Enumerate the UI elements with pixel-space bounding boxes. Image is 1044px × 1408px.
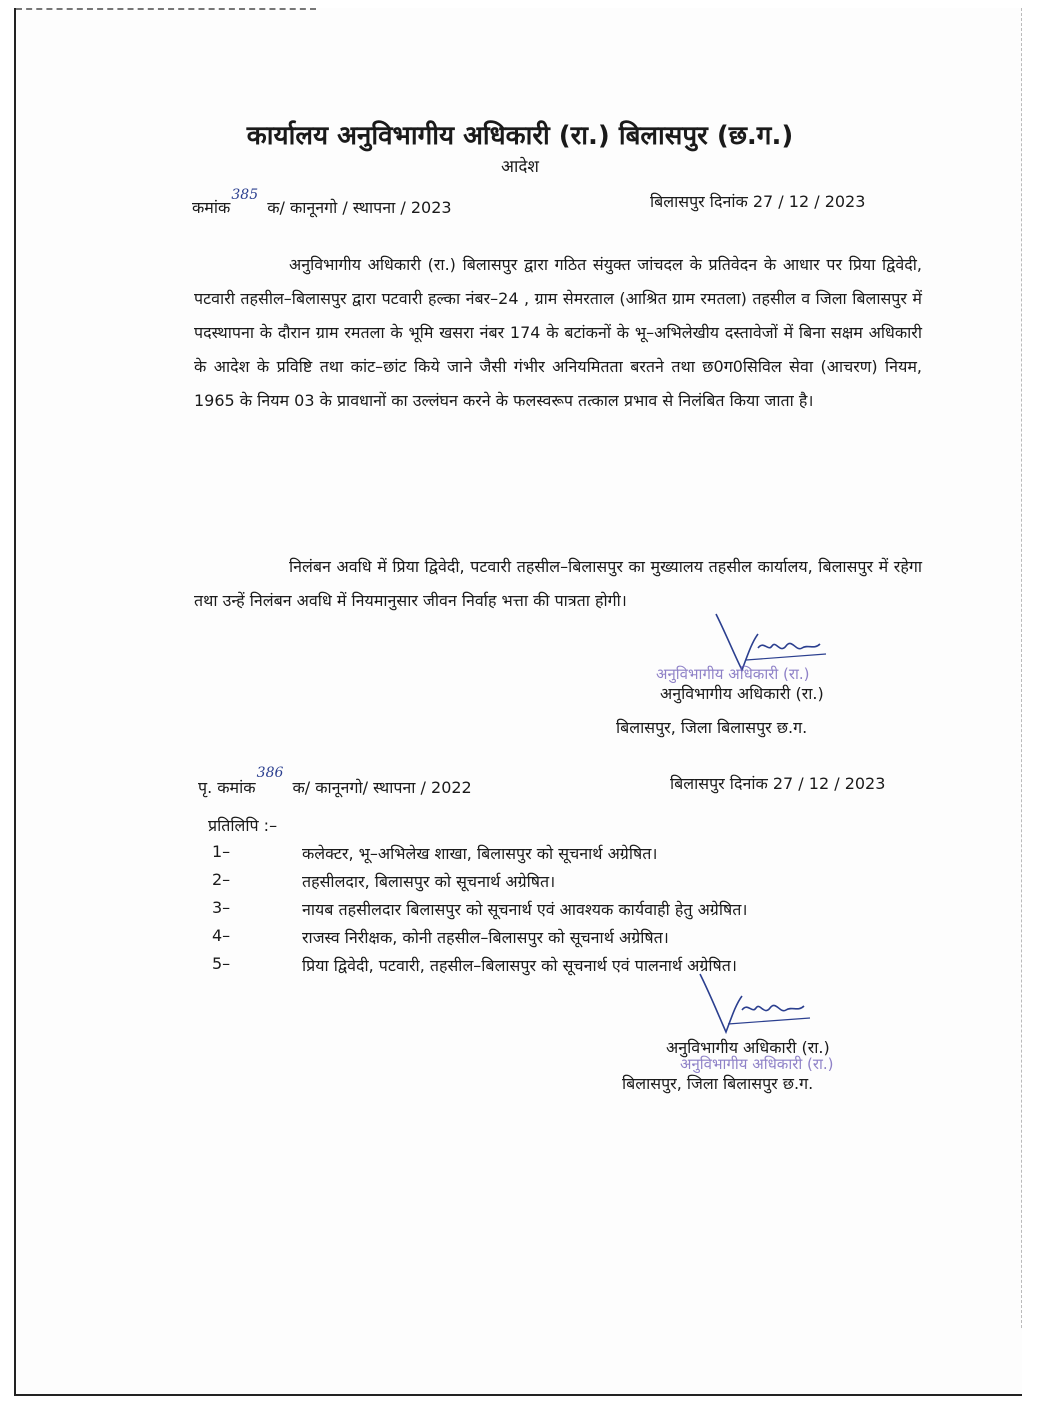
signature-1-place: बिलासपुर, जिला बिलासपुर छ.ग. [616, 718, 808, 737]
order-paragraph-1 [194, 248, 922, 418]
list-item-number: 4– [212, 926, 231, 945]
order1-date: बिलासपुर दिनांक 27 / 12 / 2023 [650, 192, 866, 211]
order1-ref-prefix: कमांक [192, 198, 231, 217]
list-item-text: कलेक्टर, भू–अभिलेख शाखा, बिलासपुर को सूचनार्थ अग्रेषित। [302, 844, 658, 863]
order-paragraph-1-text: अनुविभागीय अधिकारी (रा.) बिलासपुर द्वारा गठित संयुक्त जांचदल के प्रतिवेदन के आधार पर प्रिया द्विवेदी, पटवारी तहसील–बिलासपुर द्वारा पटवारी हल्का नंबर–24 , ग्राम सेमरताल (आश्रित ग्राम रमतला) तहसील व जिला बिलासपुर में पदस्थापना के दौरान ग्राम रमतला के भूमि खसरा नंबर 174 के बटांकनों के भू–अभिलेखीय दस्तावेजों में बिना सक्षम अधिकारी के आदेश के प्रविष्टि तथा कांट–छांट किये जाने जैसी गंभीर अनियमितता बरतने तथा छ0ग0सिविल सेवा (आचरण) नियम, 1965 के नियम 03 के प्रावधानों का उल्लंघन करने के फलस्वरूप तत्काल प्रभाव से निलंबित किया जाता है। [194, 255, 922, 410]
order2-reference [198, 765, 472, 798]
signature-2-place: बिलासपुर, जिला बिलासपुर छ.ग. [622, 1074, 814, 1093]
list-item-number: 2– [212, 870, 231, 889]
list-item-text: तहसीलदार, बिलासपुर को सूचनार्थ अग्रेषित। [302, 872, 556, 891]
signature-1-designation: अनुविभागीय अधिकारी (रा.) [660, 684, 824, 703]
order-heading: आदेश [501, 157, 539, 177]
page-top-edge [16, 8, 316, 16]
order1-ref-number: 385 [231, 187, 259, 203]
copy-heading: प्रतिलिपि :– [208, 816, 278, 835]
list-item-text: प्रिया द्विवेदी, पटवारी, तहसील–बिलासपुर को सूचनार्थ एवं पालनार्थ अग्रेषित। [302, 956, 737, 975]
list-item-number: 5– [212, 954, 231, 973]
order1-ref-rest: क/ कानूनगो / स्थापना / 2023 [267, 198, 452, 217]
order-paragraph-2-text: निलंबन अवधि में प्रिया द्विवेदी, पटवारी तहसील–बिलासपुर का मुख्यालय तहसील कार्यालय, बिलासपुर में रहेगा तथा उन्हें निलंबन अवधि में नियमानुसार जीवन निर्वाह भत्ता की पात्रता होगी। [194, 557, 922, 610]
document-page [14, 8, 1022, 1396]
order2-ref-rest: क/ कानूनगो/ स्थापना / 2022 [292, 778, 472, 797]
list-item-text: राजस्व निरीक्षक, कोनी तहसील–बिलासपुर को सूचनार्थ अग्रेषित। [302, 928, 669, 947]
order2-ref-prefix: पृ. कमांक [198, 778, 256, 797]
list-item-number: 1– [212, 842, 231, 861]
stamp-1-text: अनुविभागीय अधिकारी (रा.) [656, 665, 810, 683]
office-title: कार्यालय अनुविभागीय अधिकारी (रा.) बिलासपुर (छ.ग.) [246, 121, 794, 151]
order2-date: बिलासपुर दिनांक 27 / 12 / 2023 [670, 774, 886, 793]
stamp-2-text: अनुविभागीय अधिकारी (रा.) [680, 1055, 834, 1073]
order2-ref-number: 386 [256, 765, 284, 781]
signature-2-icon [692, 966, 842, 1046]
list-item-number: 3– [212, 898, 231, 917]
list-item-text: नायब तहसीलदार बिलासपुर को सूचनार्थ एवं आवश्यक कार्यवाही हेतु अग्रेषित। [302, 900, 748, 919]
page-right-edge [1021, 8, 1022, 1328]
signature-2-designation: अनुविभागीय अधिकारी (रा.) [666, 1038, 830, 1057]
order1-reference [192, 187, 452, 218]
